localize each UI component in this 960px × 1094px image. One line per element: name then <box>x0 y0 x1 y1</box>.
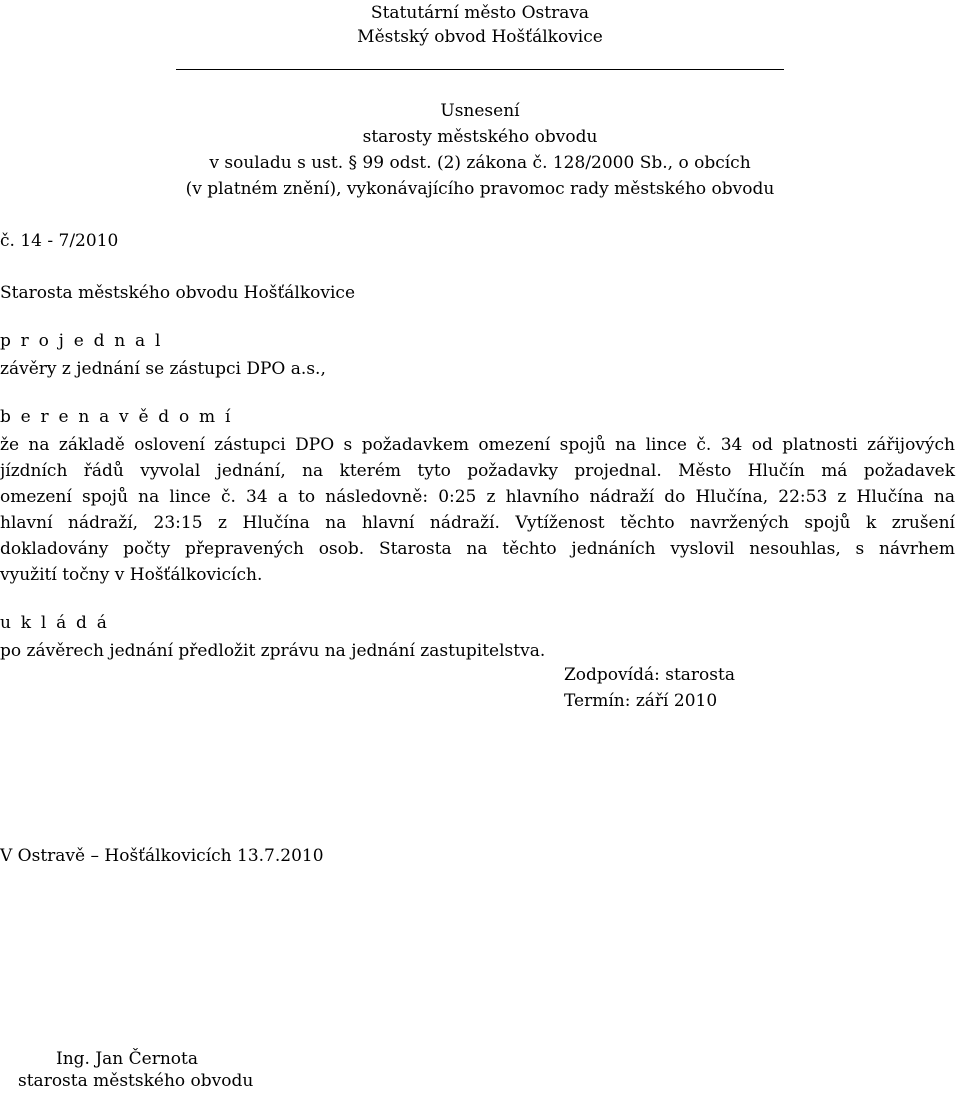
discussed-label: p r o j e d n a l <box>0 331 163 351</box>
notes-line: jízdních řádů vyvolal jednání, na kterém tyto požadavky projednal. Město Hlučín má požadavek <box>0 461 955 481</box>
notes-label: b e r e n a v ě d o m í <box>0 407 233 427</box>
deadline: Termín: září 2010 <box>564 691 718 711</box>
place-and-date: V Ostravě – Hošťálkovicích 13.7.2010 <box>0 846 324 866</box>
orders-text: po závěrech jednání předložit zprávu na jednání zastupitelstva. <box>0 641 546 661</box>
discussed-text: závěry z jednání se zástupci DPO a.s., <box>0 359 326 379</box>
legal-basis-line-1: v souladu s ust. § 99 odst. (2) zákona č. 128/2000 Sb., o obcích <box>209 153 751 173</box>
signatory-name: Ing. Jan Černota <box>56 1049 199 1069</box>
header-city: Statutární město Ostrava <box>370 3 590 23</box>
notes-line: dokladovány počty přepravených osob. Starosta na těchto jednáních vyslovil nesouhlas, s návrhem <box>0 539 955 559</box>
resolution-subtitle: starosty městského obvodu <box>362 127 598 147</box>
resolution-author: Starosta městského obvodu Hošťálkovice <box>0 283 356 303</box>
notes-line: omezení spojů na lince č. 34 a to následovně: 0:25 z hlavního nádraží do Hlučína, 22:53 z Hlučína na <box>0 487 955 507</box>
notes-line: že na základě oslovení zástupci DPO s požadavkem omezení spojů na lince č. 34 od platnosti zářijových <box>0 435 955 455</box>
legal-basis-line-2: (v platném znění), vykonávajícího pravomoc rady městského obvodu <box>185 179 775 199</box>
responsible-person: Zodpovídá: starosta <box>564 665 735 685</box>
notes-line: hlavní nádraží, 23:15 z Hlučína na hlavní nádraží. Vytíženost těchto navržených spojů k zrušení <box>0 513 955 533</box>
resolution-title: Usnesení <box>440 101 520 121</box>
notes-last-line: využití točny v Hošťálkovicích. <box>0 565 263 585</box>
header-district: Městský obvod Hošťálkovice <box>357 27 603 47</box>
header-divider <box>176 69 784 70</box>
orders-label: u k l á d á <box>0 613 110 633</box>
signatory-title: starosta městského obvodu <box>18 1071 254 1091</box>
resolution-number: č. 14 - 7/2010 <box>0 231 119 251</box>
